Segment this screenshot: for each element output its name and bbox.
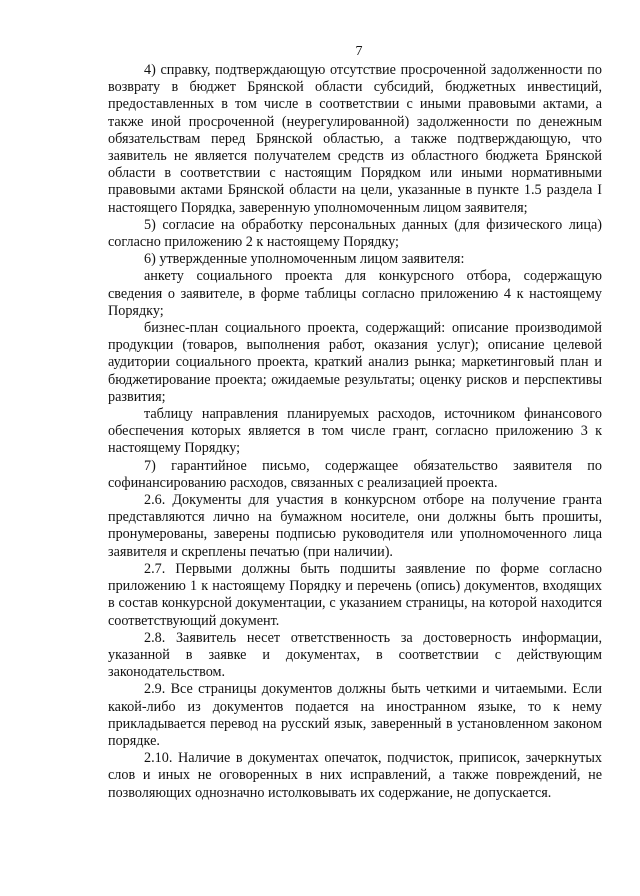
page-number: 7 (355, 44, 363, 59)
paragraph-project-questionnaire: анкету социального проекта для конкурсного отбора, содержащую сведения о заявителе, в форме таблицы согласно приложению 4 к настоящему Порядку; (108, 268, 602, 319)
paragraph-item-6-approved-docs: 6) утвержденные уполномоченным лицом заявителя: (144, 251, 465, 268)
paragraph-item-7-guarantee-letter: 7) гарантийное письмо, содержащее обязательство заявителя по софинансированию расходов, связанных с реализацией проекта. (108, 457, 602, 491)
paragraph-item-4-certificate: 4) справку, подтверждающую отсутствие просроченной задолженности по возврату в бюджет Брянской области субсидий, бюджетных инвестиций, предоставленных в том числе в соответствии с иными правовыми актами, а также иной просроченной (неурегулированной) задолженности по денежным обязательствам перед Брянской областью, а также подтверждающую, что заявитель не является получателем средств из областного бюджета Брянской области в соответствии с настоящим Порядком или иными нормативными правовыми актами Брянской области на цели, указанные в пункте 1.5 раздела I настоящего Порядка, заверенную уполномоченным лицом заявителя; (108, 62, 602, 216)
paragraph-item-5-consent: 5) согласие на обработку персональных данных (для физического лица) согласно приложению 2 к настоящему Порядку; (108, 216, 602, 251)
paragraph-2-6: 2.6. Документы для участия в конкурсном отборе на получение гранта представляются лично на бумажном носителе, они должны быть прошиты, пронумерованы, заверены подписью руководителя или уполномоченного лица заявителя и скреплены печатью (при наличии). (108, 492, 602, 560)
paragraph-2-10: 2.10. Наличие в документах опечаток, подчисток, приписок, зачеркнутых слов и иных не оговоренных в них исправлений, а также повреждений, не позволяющих однозначно истолковывать их содержание, не допускается. (108, 750, 602, 801)
paragraph-2-7: 2.7. Первыми должны быть подшиты заявление по форме согласно приложению 1 к настоящему Порядку и перечень (опись) документов, входящих в состав конкурсной документации, с указанием страницы, на которой находится соответствующий документ. (108, 560, 602, 629)
paragraph-2-8: 2.8. Заявитель несет ответственность за достоверность информации, указанной в заявке и документах, в соответствии с действующим законодательством. (108, 629, 602, 681)
paragraph-expense-table: таблицу направления планируемых расходов, источником финансового обеспечения которых является в том числе грант, согласно приложению 3 к настоящему Порядку; (108, 406, 602, 457)
paragraph-2-9: 2.9. Все страницы документов должны быть четкими и читаемыми. Если какой-либо из документов подается на иностранном языке, то к нему прикладывается перевод на русский язык, заверенный в установленном законом порядке. (108, 681, 602, 749)
paragraph-business-plan: бизнес-план социального проекта, содержащий: описание производимой продукции (товаров, выполнения работ, оказания услуг); описание целевой аудитории социального проекта, краткий анализ рынка; маркетинговый план и бюджетирование проекта; ожидаемые результаты; оценку рисков и перспективы развития; (108, 320, 602, 405)
